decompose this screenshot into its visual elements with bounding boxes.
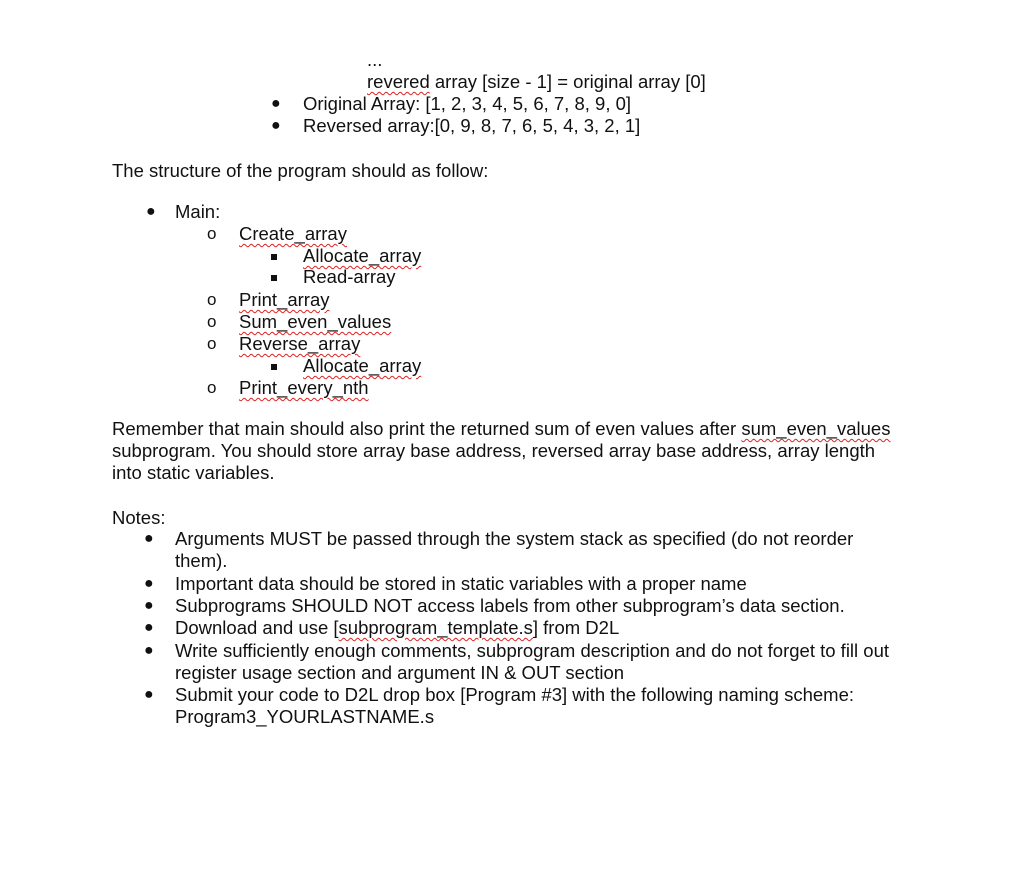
bullet-dot-icon: ● (271, 117, 281, 134)
hollow-bullet-icon: o (207, 378, 217, 397)
outline-sum-even-values: Sum_even_values (239, 311, 392, 332)
square-bullet-icon (271, 364, 277, 370)
misspelled-word: sum_even_values (741, 418, 891, 439)
bullet-dot-icon: ● (144, 597, 154, 614)
outline-print-array: Print_array (239, 289, 330, 310)
bullet-dot-icon: ● (144, 619, 154, 636)
outline-print-every-nth: Print_every_nth (239, 377, 369, 398)
bullet-dot-icon: ● (144, 686, 154, 703)
outline-create-array: Create_array (239, 223, 347, 244)
note-5-line-2: register usage section and argument IN & OUT section (175, 662, 625, 683)
notes-heading: Notes: (112, 507, 166, 528)
note-6-line-1: Submit your code to D2L drop box [Program #3] with the following naming scheme: (175, 684, 855, 705)
bullet-dot-icon: ● (146, 203, 156, 220)
note-6-line-2: Program3_YOURLASTNAME.s (175, 706, 435, 727)
structure-heading: The structure of the program should as follow: (112, 160, 489, 181)
note-1-line-1: Arguments MUST be passed through the system stack as specified (do not reorder (175, 528, 854, 549)
bullet-dot-icon: ● (144, 575, 154, 592)
reversed-formula-line (367, 71, 706, 93)
hollow-bullet-icon: o (207, 334, 217, 353)
outline-allocate-array: Allocate_array (303, 245, 422, 266)
reversed-formula-text: array [size - 1] = original array [0] (429, 71, 706, 92)
note-2: Important data should be stored in static variables with a proper name (175, 573, 747, 594)
remember-line-3: into static variables. (112, 462, 275, 483)
hollow-bullet-icon: o (207, 290, 217, 309)
original-array-line: Original Array: [1, 2, 3, 4, 5, 6, 7, 8, 9, 0] (303, 93, 632, 114)
square-bullet-icon (271, 275, 277, 281)
hollow-bullet-icon: o (207, 224, 217, 243)
note-1-line-2: them). (175, 550, 228, 571)
square-bullet-icon (271, 254, 277, 260)
main-label: Main: (175, 201, 221, 222)
remember-line-1: Remember that main should also print the returned sum of even values after sum_even_values (112, 418, 891, 439)
misspelled-word: revered (367, 71, 430, 92)
note-4: Download and use [subprogram_template.s] from D2L (175, 617, 620, 638)
outline-read-array: Read-array (303, 266, 396, 287)
bullet-dot-icon: ● (271, 95, 281, 112)
hollow-bullet-icon: o (207, 312, 217, 331)
bullet-dot-icon: ● (144, 530, 154, 547)
reversed-array-line: Reversed array:[0, 9, 8, 7, 6, 5, 4, 3, 2, 1] (303, 115, 641, 136)
bullet-dot-icon: ● (144, 642, 154, 659)
note-3: Subprograms SHOULD NOT access labels from other subprogram’s data section. (175, 595, 845, 616)
note-5-line-1: Write sufficiently enough comments, subprogram description and do not forget to fill out (175, 640, 890, 661)
remember-line-2: subprogram. You should store array base address, reversed array base address, array length (112, 440, 876, 461)
outline-reverse-array: Reverse_array (239, 333, 361, 354)
outline-allocate-array-2: Allocate_array (303, 355, 422, 376)
ellipsis: ... (367, 49, 383, 70)
misspelled-word: subprogram_template.s (338, 617, 533, 638)
